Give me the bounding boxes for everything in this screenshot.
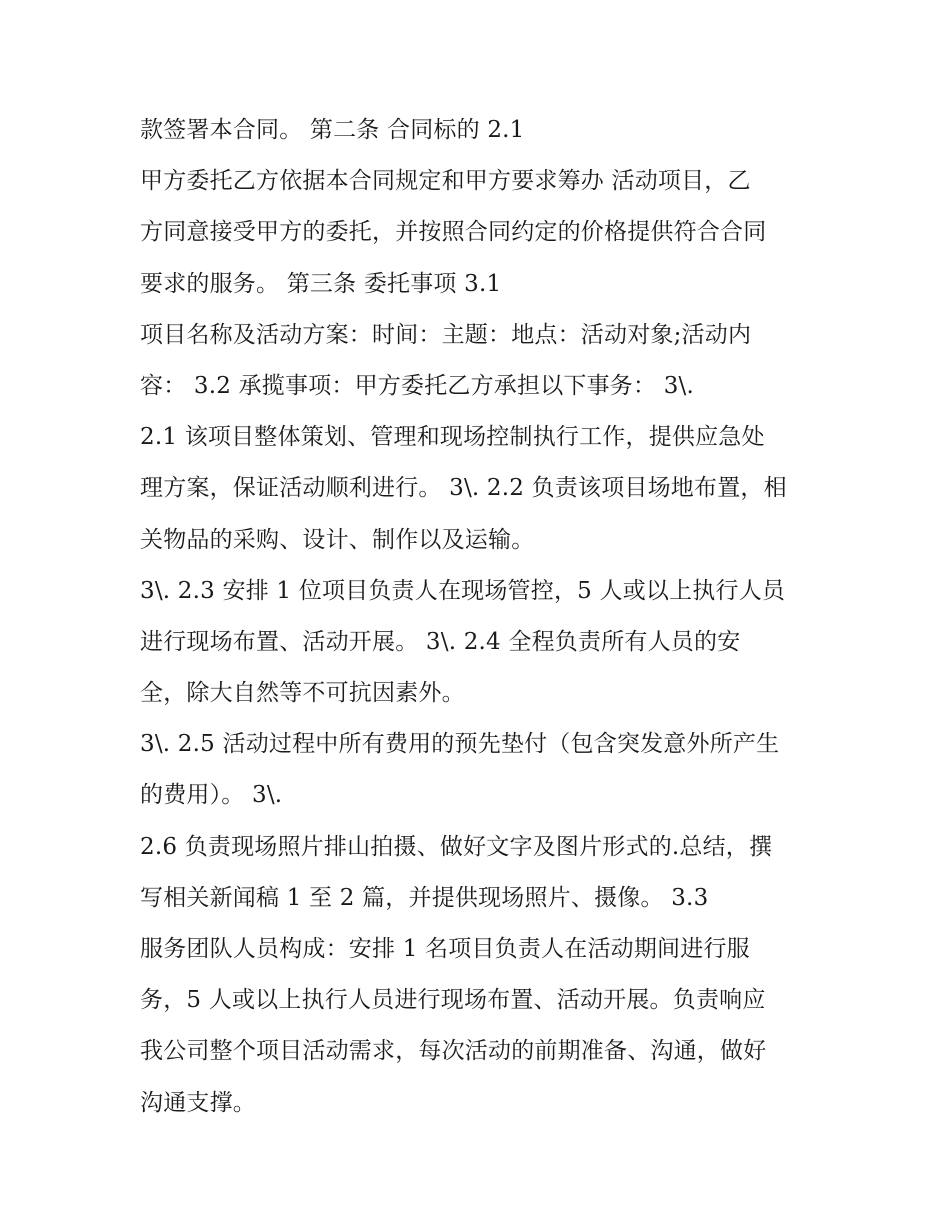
text-line: 款签署本合同。 第二条 合同标的 2.1	[140, 117, 525, 143]
text-line: 服务团队人员构成：安排 1 名项目负责人在活动期间进行服	[140, 936, 750, 962]
text-line: 写相关新闻稿 1 至 2 篇，并提供现场照片、摄像。 3.3	[140, 884, 709, 911]
text-line: 方同意接受甲方的委托，并按照合同约定的价格提供符合合同	[140, 219, 767, 246]
text-line: 全，除大自然等不可抗因素外。	[140, 680, 465, 707]
text-line: 理方案，保证活动顺利进行。 3\. 2.2 负责该项目场地布置，相	[140, 475, 787, 502]
text-line: 要求的服务。 第三条 委托事项 3.1	[140, 270, 502, 297]
text-line: 3\. 2.5 活动过程中所有费用的预先垫付（包含突发意外所产生	[140, 731, 780, 758]
text-line: 容： 3.2 承揽事项：甲方委托乙方承担以下事务： 3\.	[140, 372, 695, 399]
text-line: 进行现场布置、活动开展。 3\. 2.4 全程负责所有人员的安	[140, 628, 741, 655]
text-line: 的费用）。 3\.	[140, 782, 283, 809]
text-line: 我公司整个项目活动需求，每次活动的前期准备、沟通，做好	[140, 1038, 767, 1065]
text-line: 2.6 负责现场照片排山拍摄、做好文字及图片形式的.总结，撰	[140, 833, 773, 860]
text-line: 沟通支撑。	[140, 1089, 256, 1116]
text-line: 项目名称及活动方案：时间：主题：地点：活动对象;活动内	[140, 321, 752, 348]
text-line: 3\. 2.3 安排 1 位项目负责人在现场管控，5 人或以上执行人员	[140, 577, 786, 604]
contract-body-text	[140, 108, 840, 1132]
text-line: 甲方委托乙方依据本合同规定和甲方要求筹办 活动项目，乙	[140, 168, 751, 195]
text-line: 关物品的采购、设计、制作以及运输。	[140, 526, 535, 553]
text-line: 务，5 人或以上执行人员进行现场布置、活动开展。负责响应	[140, 987, 766, 1014]
text-line: 2.1 该项目整体策划、管理和现场控制执行工作，提供应急处	[140, 424, 765, 451]
